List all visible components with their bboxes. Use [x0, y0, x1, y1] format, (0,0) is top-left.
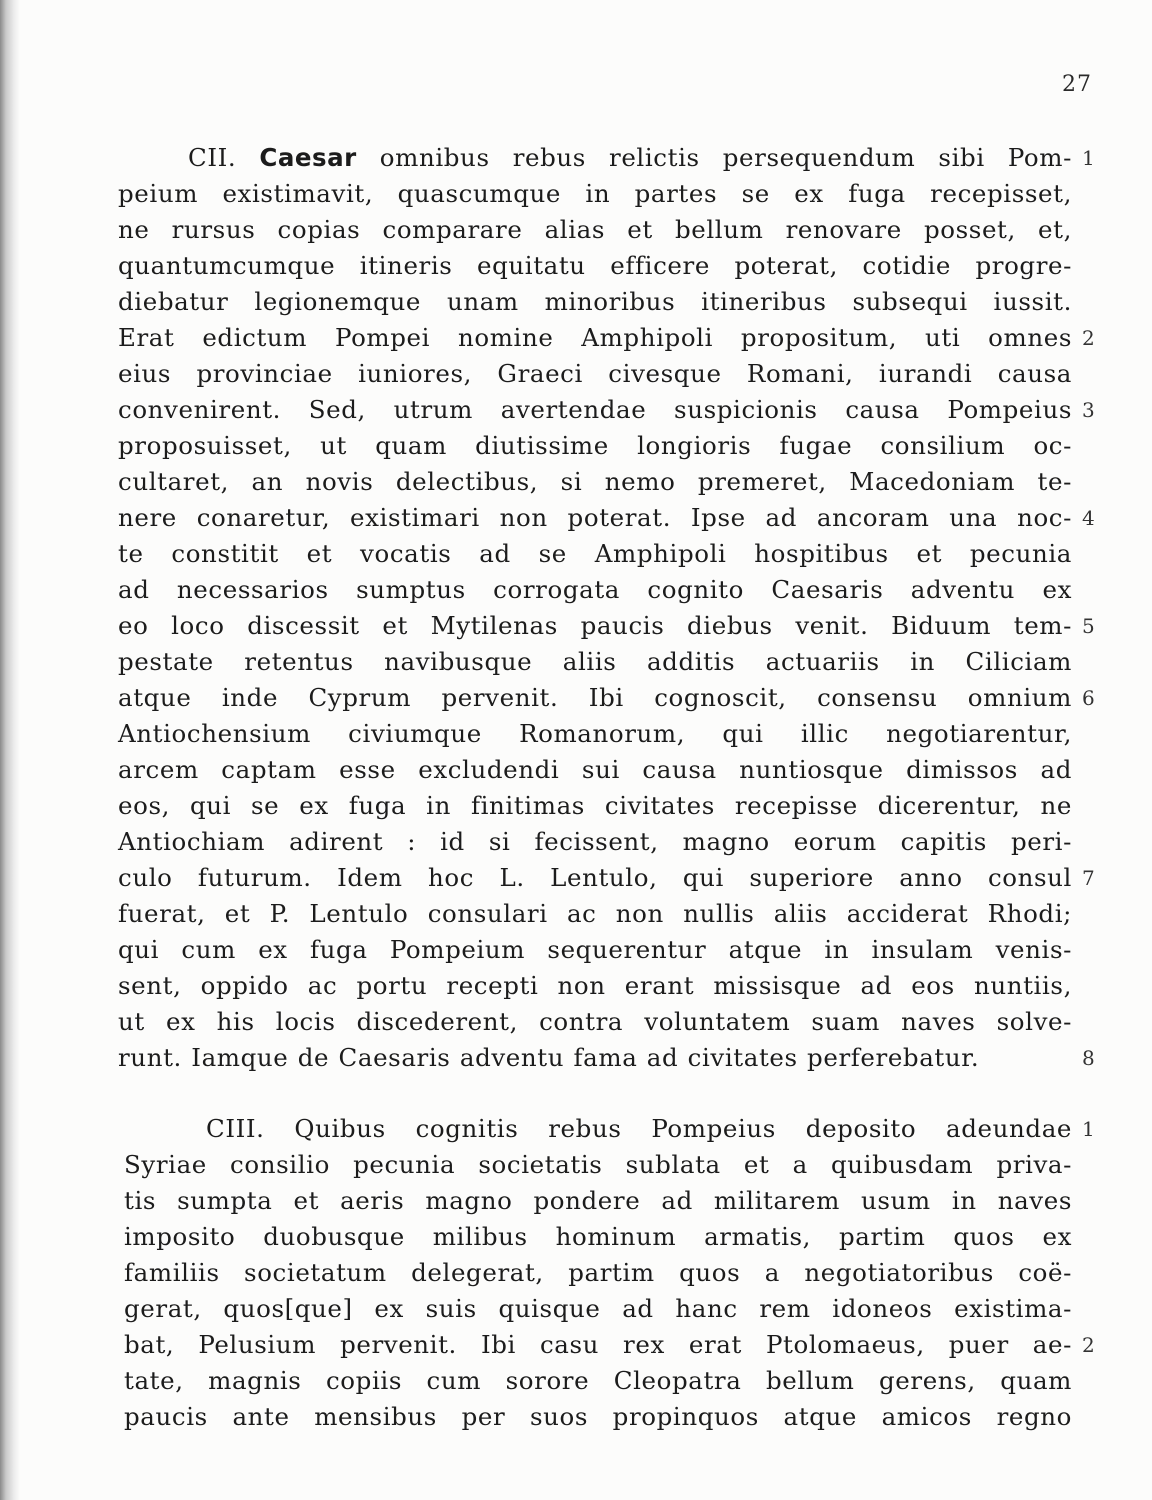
chapter-103-first-line	[206, 1112, 1072, 1146]
text-line: quantumcumque itineris equitatu efficere poterat, cotidie progre-	[118, 251, 1072, 280]
text-line: ut ex his locis discederent, contra voluntatem suam naves solve-	[118, 1007, 1072, 1036]
section-number: 1	[1082, 146, 1095, 170]
text-line: te constitit et vocatis ad se Amphipoli hospitibus et pecunia	[118, 539, 1072, 568]
text-line: convenirent. Sed, utrum avertendae suspicionis causa Pompeius	[118, 395, 1072, 424]
text-line: omnibus rebus relictis persequendum sibi Pom-	[379, 143, 1072, 172]
text-line: familiis societatum delegerat, partim quos a negotiatoribus coë-	[124, 1258, 1072, 1287]
text-line: Antiochensium civiumque Romanorum, qui illic negotiarentur,	[118, 719, 1072, 748]
chapter-102-first-line	[188, 141, 1072, 175]
text-line: Antiochiam adirent : id si fecissent, magno eorum capitis peri-	[118, 827, 1072, 856]
section-number: 6	[1082, 686, 1095, 710]
text-line: proposuisset, ut quam diutissime longioris fugae consilium oc-	[118, 431, 1072, 460]
chapter-103-label: CIII.	[206, 1114, 265, 1143]
text-line: bat, Pelusium pervenit. Ibi casu rex erat Ptolomaeus, puer ae-	[124, 1330, 1072, 1359]
text-line: diebatur legionemque unam minoribus itineribus subsequi iussit.	[118, 287, 1072, 316]
section-number: 4	[1082, 506, 1095, 530]
text-line: eo loco discessit et Mytilenas paucis diebus venit. Biduum tem-	[118, 611, 1072, 640]
chapter-102-title-word: Caesar	[259, 143, 357, 172]
page-number: 27	[1062, 72, 1092, 97]
text-line: tate, magnis copiis cum sorore Cleopatra bellum gerens, quam	[124, 1366, 1072, 1395]
section-number: 3	[1082, 398, 1095, 422]
section-number: 1	[1082, 1117, 1095, 1141]
text-line: arcem captam esse excludendi sui causa nuntiosque dimissos ad	[118, 755, 1072, 784]
text-line: sent, oppido ac portu recepti non erant missisque ad eos nuntiis,	[118, 971, 1072, 1000]
text-line: paucis ante mensibus per suos propinquos atque amicos regno	[124, 1402, 1072, 1431]
text-line: atque inde Cyprum pervenit. Ibi cognoscit, consensu omnium	[118, 683, 1072, 712]
section-number: 7	[1082, 866, 1095, 890]
text-line: qui cum ex fuga Pompeium sequerentur atque in insulam venis-	[118, 935, 1072, 964]
section-number: 8	[1082, 1046, 1095, 1070]
text-line: Erat edictum Pompei nomine Amphipoli propositum, uti omnes	[118, 323, 1072, 352]
text-line: tis sumpta et aeris magno pondere ad militarem usum in naves	[124, 1186, 1072, 1215]
section-number: 2	[1082, 1333, 1095, 1357]
text-line: ad necessarios sumptus corrogata cognito Caesaris adventu ex	[118, 575, 1072, 604]
text-line: gerat, quos[que] ex suis quisque ad hanc rem idoneos existima-	[124, 1294, 1072, 1323]
text-line: pestate retentus navibusque aliis additis actuariis in Ciliciam	[118, 647, 1072, 676]
binding-edge	[0, 0, 20, 1500]
section-number: 2	[1082, 326, 1095, 350]
text-line: Syriae consilio pecunia societatis sublata et a quibusdam priva-	[124, 1150, 1072, 1179]
text-line: eius provinciae iuniores, Graeci civesque Romani, iurandi causa	[118, 359, 1072, 388]
text-line: peium existimavit, quascumque in partes se ex fuga recepisset,	[118, 179, 1072, 208]
text-line: Quibus cognitis rebus Pompeius deposito adeundae	[294, 1114, 1072, 1143]
section-number: 5	[1082, 614, 1095, 638]
text-line: runt. Iamque de Caesaris adventu fama ad civitates perferebatur.	[118, 1043, 980, 1072]
text-line: imposito duobusque milibus hominum armatis, partim quos ex	[124, 1222, 1072, 1251]
text-line: fuerat, et P. Lentulo consulari ac non nullis aliis acciderat Rhodi;	[118, 899, 1072, 928]
text-line: nere conaretur, existimari non poterat. Ipse ad ancoram una noc-	[118, 503, 1072, 532]
text-line: culo futurum. Idem hoc L. Lentulo, qui superiore anno consul	[118, 863, 1072, 892]
text-line: eos, qui se ex fuga in finitimas civitates recepisse dicerentur, ne	[118, 791, 1072, 820]
text-line: cultaret, an novis delectibus, si nemo premeret, Macedoniam te-	[118, 467, 1072, 496]
chapter-102-label: CII.	[188, 143, 237, 172]
text-line: ne rursus copias comparare alias et bellum renovare posset, et,	[118, 215, 1072, 244]
